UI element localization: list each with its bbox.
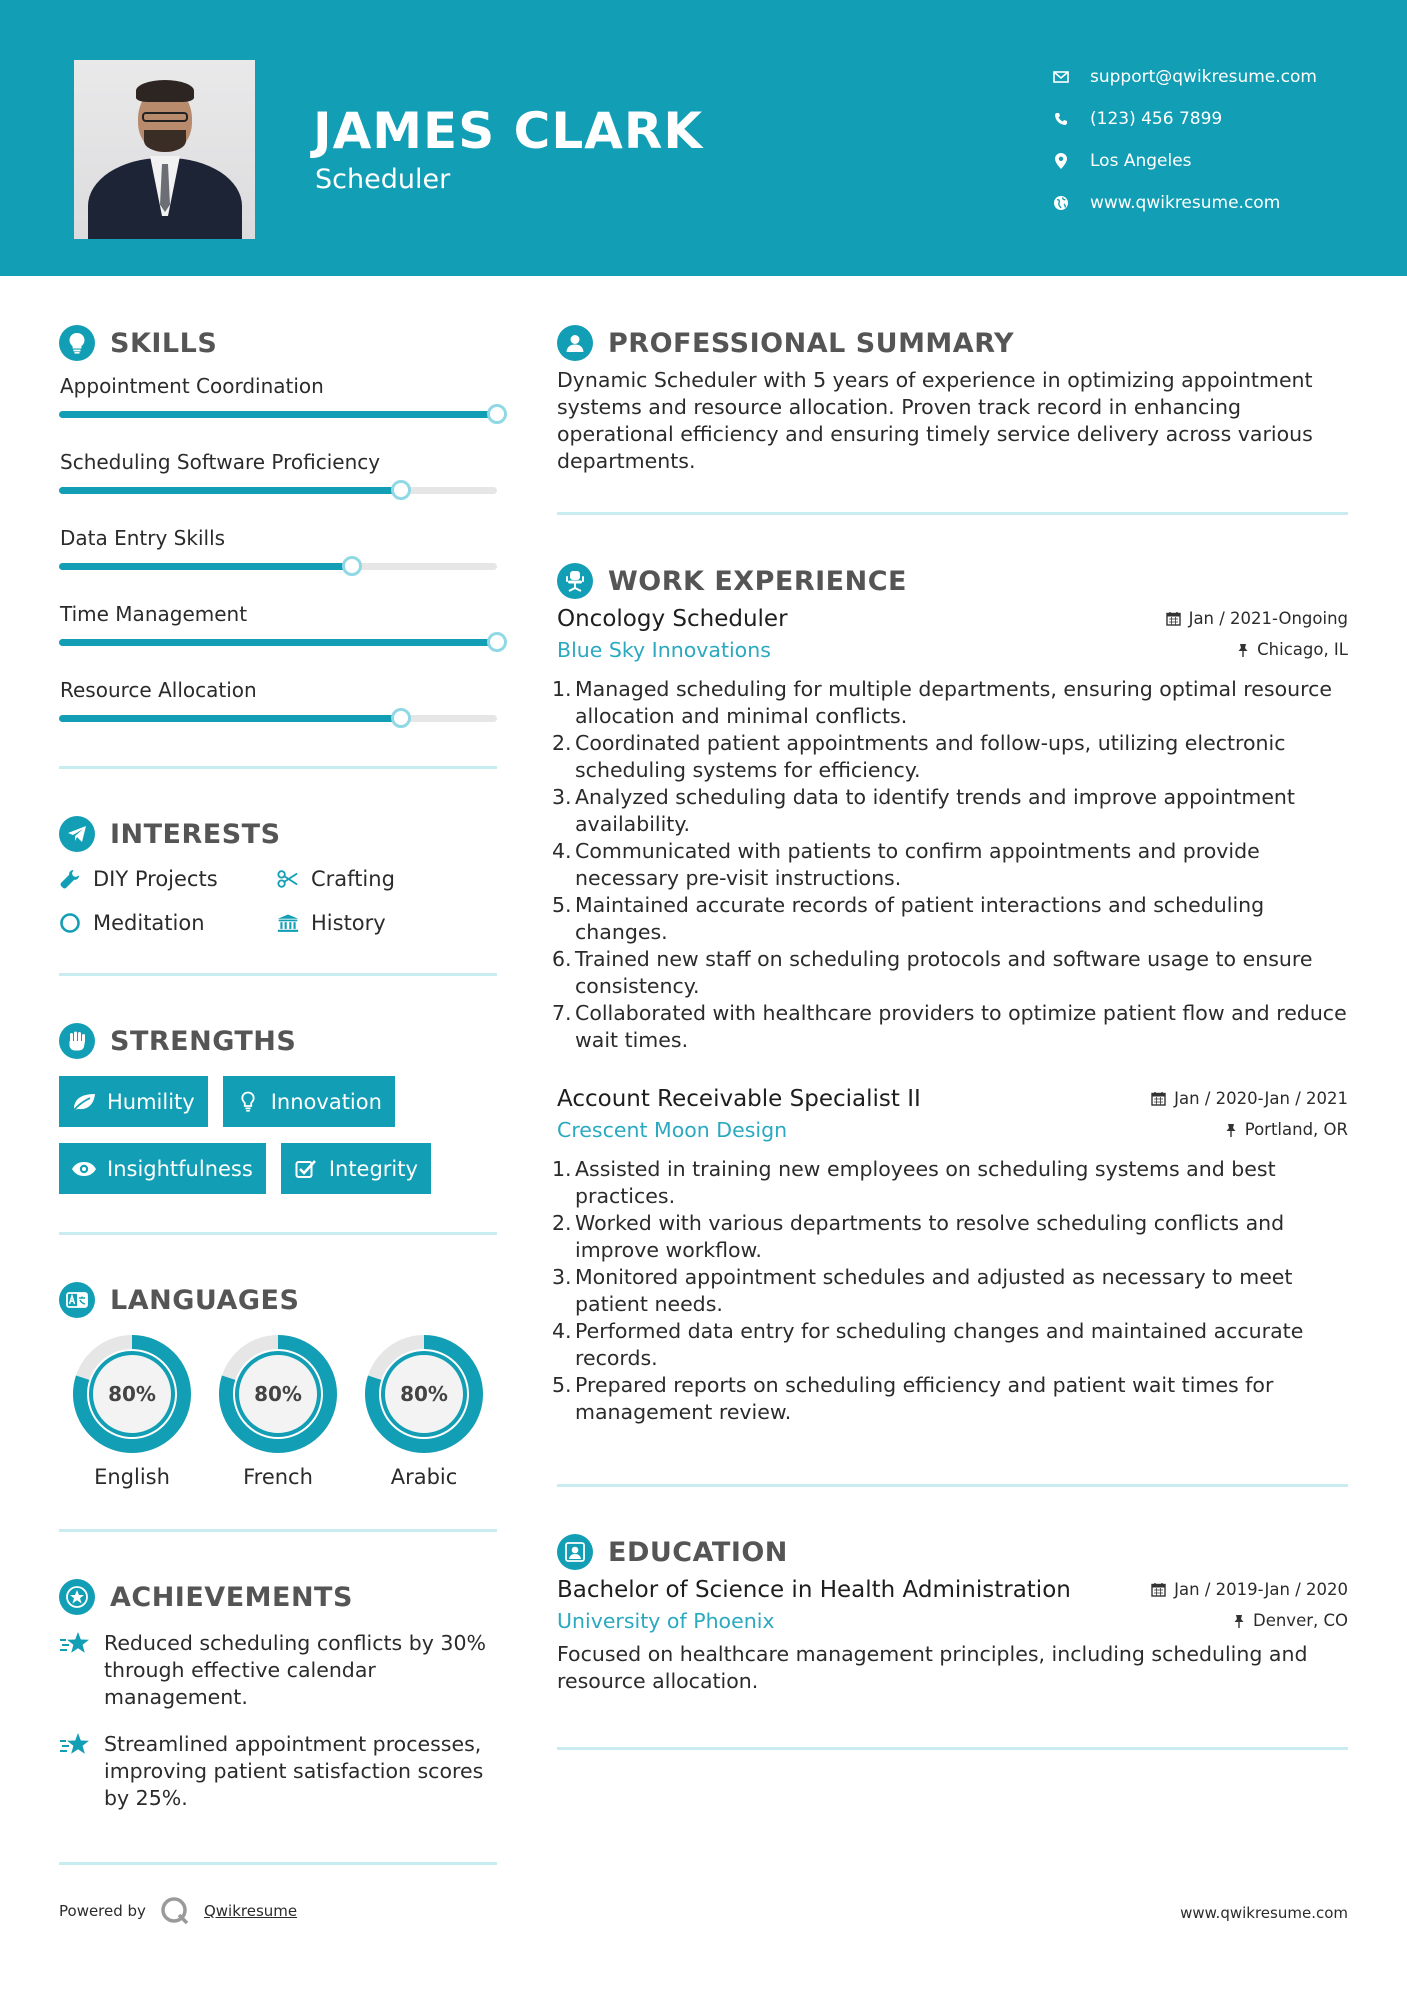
- skill-name: Data Entry Skills: [60, 526, 226, 550]
- strengths-list: [59, 1076, 497, 1194]
- job-date-text: Jan / 2020-Jan / 2021: [1174, 1089, 1348, 1108]
- experience-title: WORK EXPERIENCE: [608, 565, 907, 597]
- interests-list: [59, 865, 497, 937]
- calendar-icon: [1151, 1582, 1166, 1597]
- envelope-icon: [1052, 68, 1070, 86]
- degree-title: Bachelor of Science in Health Administration: [557, 1577, 1071, 1603]
- skill-item: [59, 518, 497, 594]
- contact-phone-text: (123) 456 7899: [1090, 109, 1223, 129]
- education-location-text: Denver, CO: [1252, 1610, 1348, 1630]
- strength-badge: [59, 1143, 266, 1194]
- job-title: Oncology Scheduler: [557, 606, 788, 632]
- skills-heading: [59, 320, 497, 366]
- duty-item: 2. Worked with various departments to resolve scheduling conflicts and improve workflow.: [552, 1211, 1285, 1262]
- eye-icon: [71, 1158, 97, 1180]
- contact-list: [1052, 56, 1317, 224]
- summary-title: PROFESSIONAL SUMMARY: [608, 327, 1015, 359]
- skill-bar-knob: [391, 480, 411, 500]
- duty-item: 3. Monitored appointment schedules and adjusted as necessary to meet patient needs.: [552, 1265, 1293, 1316]
- pushpin-icon: [1233, 1613, 1245, 1627]
- strength-label: Humility: [107, 1089, 195, 1114]
- scissors-icon: [277, 868, 299, 890]
- duty-item: 1. Assisted in training new employees on scheduling systems and best practices.: [552, 1157, 1276, 1208]
- check-square-icon: [293, 1158, 319, 1180]
- lightbulb-icon: [59, 325, 95, 361]
- job-location: [1225, 1120, 1348, 1139]
- job-header: [557, 1086, 1348, 1112]
- profile-photo: [74, 60, 255, 239]
- job-location: [1237, 640, 1348, 659]
- skill-name: Scheduling Software Proficiency: [60, 450, 381, 474]
- contact-location-text: Los Angeles: [1090, 151, 1192, 171]
- skill-item: [59, 366, 497, 442]
- globe-icon: [1052, 194, 1070, 212]
- company-name[interactable]: Crescent Moon Design: [557, 1118, 788, 1142]
- education-location: [1233, 1611, 1348, 1630]
- duty-item: 7. Collaborated with healthcare providers to optimize patient flow and reduce wait times.: [552, 1001, 1347, 1052]
- skill-item: [59, 670, 497, 746]
- summary-section: [557, 320, 1348, 515]
- language-name: French: [243, 1465, 313, 1489]
- calendar-icon: [1166, 611, 1181, 626]
- languages-heading: [59, 1277, 497, 1323]
- contact-phone[interactable]: [1052, 98, 1317, 140]
- language-item: [351, 1333, 497, 1489]
- graduate-icon: [557, 1534, 593, 1570]
- job-date: [1151, 1089, 1348, 1108]
- skill-name: Time Management: [60, 602, 248, 626]
- job-date-text: Jan / 2021-Ongoing: [1188, 609, 1348, 628]
- education-entry: [557, 1577, 1348, 1695]
- language-name: English: [94, 1465, 170, 1489]
- interest-label: DIY Projects: [93, 867, 218, 891]
- translate-icon: [59, 1282, 95, 1318]
- languages-list: [59, 1333, 497, 1489]
- brand-link[interactable]: Qwikresume: [203, 1902, 298, 1920]
- language-donut: [217, 1333, 339, 1455]
- strength-label: Innovation: [270, 1089, 382, 1114]
- strength-badge: [59, 1076, 208, 1127]
- wrench-icon: [59, 868, 81, 890]
- duty-item: 4. Communicated with patients to confirm appointments and provide necessary pre-visit instructions.: [552, 839, 1260, 890]
- interests-heading: [59, 811, 497, 857]
- strength-badge: [281, 1143, 431, 1194]
- section-divider: [59, 1529, 497, 1532]
- language-percent: 80%: [400, 1382, 448, 1406]
- job-location-text: Portland, OR: [1244, 1119, 1348, 1139]
- skill-bar-knob: [342, 556, 362, 576]
- languages-title: LANGUAGES: [110, 1284, 300, 1316]
- interest-item: [59, 909, 277, 937]
- qwikresume-logo-icon: [160, 1896, 190, 1926]
- leaf-icon: [71, 1091, 97, 1113]
- skill-bar: [59, 411, 497, 418]
- skill-bar-knob: [487, 404, 507, 424]
- shooting-star-icon: [59, 1630, 91, 1658]
- skill-bar: [59, 487, 497, 494]
- interest-label: History: [311, 911, 386, 935]
- skill-bar-knob: [391, 708, 411, 728]
- achievement-item: [59, 1731, 497, 1812]
- language-donut: [71, 1333, 193, 1455]
- strength-badge: [223, 1076, 395, 1127]
- powered-by-label: Powered by: [59, 1902, 146, 1920]
- education-header: [557, 1577, 1348, 1603]
- skill-bar: [59, 715, 497, 722]
- interest-item: [277, 909, 495, 937]
- job-header: [557, 606, 1348, 632]
- language-percent: 80%: [108, 1382, 156, 1406]
- achievements-title: ACHIEVEMENTS: [110, 1581, 353, 1613]
- interest-label: Meditation: [93, 911, 205, 935]
- resume-header: [0, 0, 1407, 276]
- duty-list: [552, 676, 1348, 1054]
- candidate-title: Scheduler: [315, 164, 451, 195]
- skill-bar-fill: [59, 639, 497, 646]
- contact-website[interactable]: [1052, 182, 1317, 224]
- strengths-section: [59, 1018, 497, 1235]
- job-title: Account Receivable Specialist II: [557, 1086, 921, 1112]
- education-text: Focused on healthcare management principles, including scheduling and resource allocation.: [557, 1642, 1308, 1693]
- strength-label: Insightfulness: [107, 1156, 253, 1181]
- skill-bar-fill: [59, 563, 352, 570]
- education-title: EDUCATION: [608, 1536, 788, 1568]
- achievements-section: [59, 1574, 497, 1865]
- star-badge-icon: [59, 1579, 95, 1615]
- job-date: [1166, 609, 1348, 628]
- skill-item: [59, 594, 497, 670]
- lightbulb-icon: [235, 1091, 261, 1113]
- duty-item: 1. Managed scheduling for multiple departments, ensuring optimal resource allocation and minimal conflicts.: [552, 677, 1332, 728]
- skill-bar-fill: [59, 487, 401, 494]
- summary-text: Dynamic Scheduler with 5 years of experience in optimizing appointment systems and resource allocation. Proven track record in enhancing operational efficiency and ensuring timely service delivery across various departments.: [557, 368, 1313, 473]
- contact-email-text: support@qwikresume.com: [1090, 67, 1317, 87]
- duty-item: 5. Prepared reports on scheduling efficiency and patient wait times for management review.: [552, 1373, 1274, 1424]
- education-heading: [557, 1529, 1348, 1575]
- language-item: [59, 1333, 205, 1489]
- interests-section: [59, 811, 497, 976]
- skill-bar-fill: [59, 715, 401, 722]
- achievement-item: [59, 1630, 497, 1711]
- museum-icon: [277, 912, 299, 934]
- section-divider: [59, 1862, 497, 1865]
- job-entry: [552, 606, 1348, 1054]
- job-location-text: Chicago, IL: [1257, 639, 1348, 659]
- section-divider: [557, 1484, 1348, 1487]
- language-item: [205, 1333, 351, 1489]
- duty-list: [552, 1156, 1348, 1426]
- skills-title: SKILLS: [110, 327, 218, 359]
- office-chair-icon: [557, 563, 593, 599]
- duty-item: 3. Analyzed scheduling data to identify trends and improve appointment availability.: [552, 785, 1295, 836]
- duty-item: 4. Performed data entry for scheduling changes and maintained accurate records.: [552, 1319, 1304, 1370]
- left-column: [59, 320, 497, 1865]
- summary-heading: [557, 320, 1348, 366]
- interest-item: [277, 865, 495, 893]
- calendar-icon: [1151, 1091, 1166, 1106]
- section-divider: [557, 512, 1348, 515]
- pushpin-icon: [1225, 1122, 1237, 1136]
- job-subheader: [557, 638, 1348, 662]
- section-divider: [59, 973, 497, 976]
- footer-website[interactable]: www.qwikresume.com: [1180, 1904, 1348, 1922]
- strengths-heading: [59, 1018, 497, 1064]
- strengths-title: STRENGTHS: [110, 1025, 297, 1057]
- language-name: Arabic: [390, 1465, 458, 1489]
- shooting-star-icon: [59, 1731, 91, 1759]
- language-donut: [363, 1333, 485, 1455]
- skills-list: [59, 366, 497, 746]
- contact-location: [1052, 140, 1317, 182]
- language-percent: 80%: [254, 1382, 302, 1406]
- school-name[interactable]: University of Phoenix: [557, 1609, 775, 1633]
- duty-item: 2. Coordinated patient appointments and follow-ups, utilizing electronic scheduling systems for efficiency.: [552, 731, 1286, 782]
- interests-title: INTERESTS: [110, 818, 281, 850]
- paper-plane-icon: [59, 816, 95, 852]
- raised-fist-icon: [59, 1023, 95, 1059]
- contact-email[interactable]: [1052, 56, 1317, 98]
- duty-item: 5. Maintained accurate records of patient interactions and scheduling changes.: [552, 893, 1265, 944]
- job-subheader: [557, 1118, 1348, 1142]
- achievement-text: Reduced scheduling conflicts by 30% through effective calendar management.: [104, 1631, 486, 1709]
- interest-item: [59, 865, 277, 893]
- skill-name: Appointment Coordination: [60, 374, 324, 398]
- achievement-text: Streamlined appointment processes, improving patient satisfaction scores by 25%.: [104, 1732, 484, 1810]
- education-section: [557, 1529, 1348, 1750]
- education-subheader: [557, 1609, 1348, 1633]
- interest-label: Crafting: [311, 867, 395, 891]
- languages-section: [59, 1277, 497, 1532]
- footer-powered-by: [59, 1896, 297, 1926]
- skill-item: [59, 442, 497, 518]
- map-pin-icon: [1052, 152, 1070, 170]
- strength-label: Integrity: [328, 1156, 418, 1181]
- duty-item: 6. Trained new staff on scheduling protocols and software usage to ensure consistency.: [552, 947, 1313, 998]
- right-column: [552, 320, 1348, 1750]
- achievements-heading: [59, 1574, 497, 1620]
- skill-name: Resource Allocation: [60, 678, 257, 702]
- section-divider: [59, 1232, 497, 1235]
- pushpin-icon: [1237, 642, 1249, 656]
- company-name[interactable]: Blue Sky Innovations: [557, 638, 771, 662]
- experience-heading: [557, 558, 1348, 604]
- candidate-name: JAMES CLARK: [313, 102, 704, 160]
- circle-icon: [59, 912, 81, 934]
- user-icon: [557, 325, 593, 361]
- education-date-text: Jan / 2019-Jan / 2020: [1174, 1580, 1348, 1599]
- skill-bar-knob: [487, 632, 507, 652]
- phone-icon: [1052, 110, 1070, 128]
- experience-section: [552, 558, 1348, 1487]
- education-date: [1151, 1580, 1348, 1599]
- contact-website-text: www.qwikresume.com: [1090, 193, 1281, 213]
- skill-bar: [59, 639, 497, 646]
- skills-section: [59, 320, 497, 769]
- section-divider: [59, 766, 497, 769]
- skill-bar-fill: [59, 411, 497, 418]
- job-entry: [552, 1086, 1348, 1426]
- skill-bar: [59, 563, 497, 570]
- section-divider: [557, 1747, 1348, 1750]
